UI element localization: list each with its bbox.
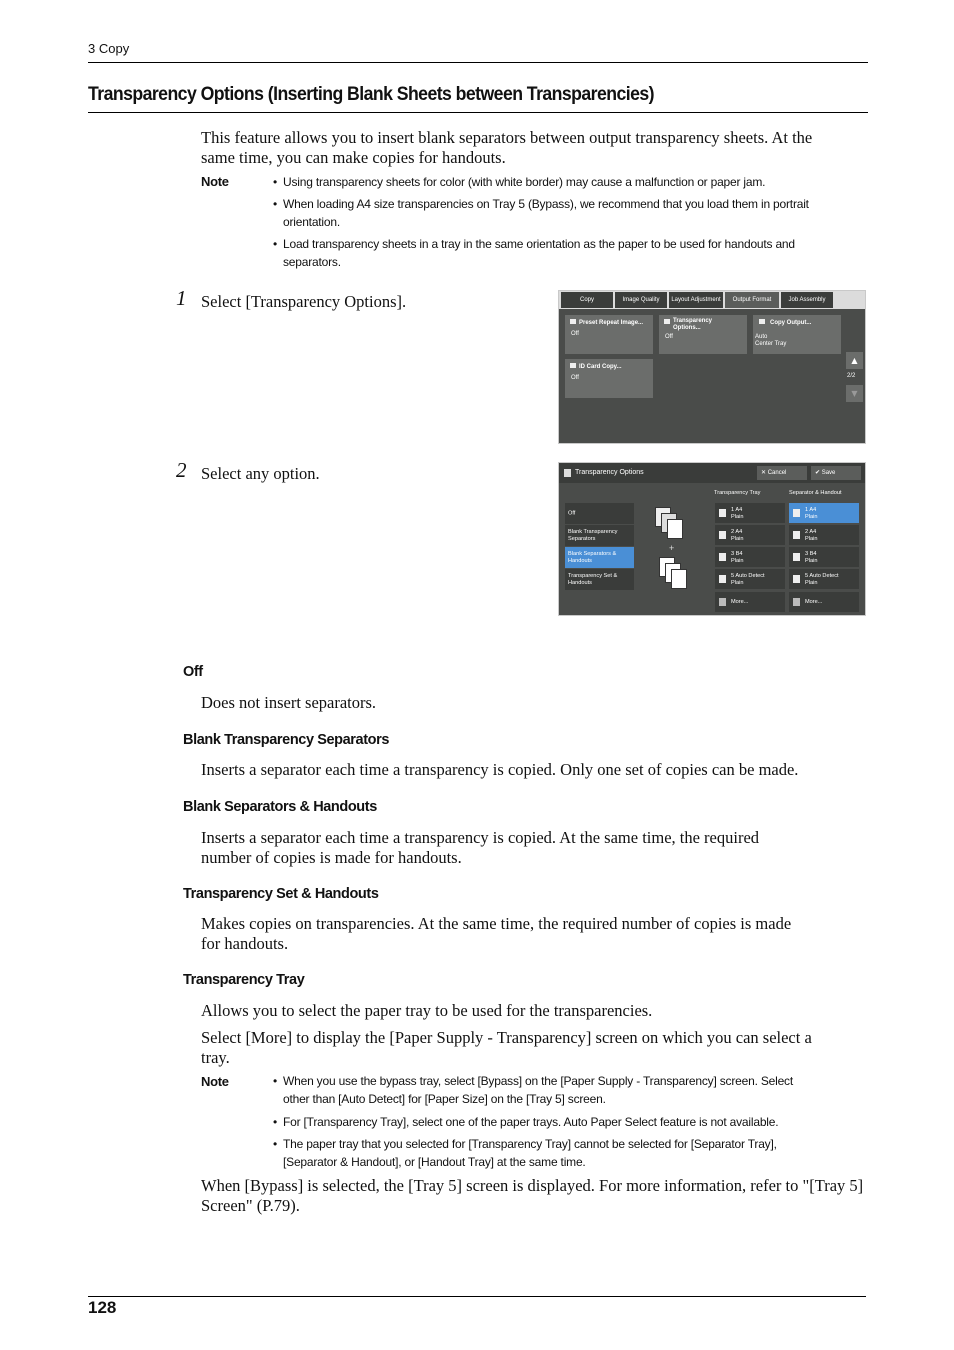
save-label: Save — [821, 470, 836, 476]
note-text: [Separator & Handout], or [Handout Tray] at the same time. — [283, 1155, 586, 1169]
down-arrow-icon: ▼ — [851, 389, 858, 398]
save-button[interactable] — [811, 466, 861, 480]
list-icon — [793, 598, 800, 606]
tray-size: A4 — [735, 507, 743, 513]
bullet-icon: • — [273, 237, 278, 251]
transparency-more-button[interactable] — [715, 592, 785, 612]
separator-tray-1[interactable] — [789, 503, 859, 523]
chapter-header: 3 Copy — [88, 41, 130, 56]
desc-line: Inserts a separator each time a transparency is copied. At the same time, the required — [201, 828, 760, 847]
option-blank-separators-handouts[interactable] — [565, 547, 634, 568]
heading-transparency-set-handouts: Transparency Set & Handouts — [183, 886, 379, 902]
tab-bar — [559, 291, 865, 309]
option-label: Blank Transparency Separators — [568, 528, 618, 542]
separator-tray-5[interactable] — [789, 569, 859, 589]
separator-more-button[interactable] — [789, 592, 859, 612]
screenshot-transparency-options: Transparency Options ✕ Cancel ✔ Save Off Blank Transparency Separators Blank Separators & Handouts Transparency Set & Handouts + Transparency Tray Separator & Handout 1 A4 Plain 2 A4 Plain 3 B4 Plain 5 Auto Detect Plain More... 1 A4 Plain 2 A4 Plain 3 B4 Plain 5 Auto Detect Plain More... — [558, 462, 866, 616]
tile-value: Off — [571, 331, 579, 337]
tab-job-assembly-label: Job Assembly — [788, 296, 826, 303]
tray-num: 5 — [805, 573, 809, 579]
title-rule — [88, 112, 868, 113]
transparency-icon — [664, 319, 670, 324]
list-icon — [719, 598, 726, 606]
tray-type: Plain — [731, 514, 744, 520]
desc-line: Select [More] to display the [Paper Supply - Transparency] screen on which you can select a — [201, 1028, 812, 1047]
intro-line: same time, you can make copies for handouts. — [201, 147, 506, 167]
more-label: More... — [805, 599, 823, 605]
dialog-title: Transparency Options — [575, 469, 644, 476]
option-transparency-set-handouts[interactable] — [565, 569, 634, 590]
note-label: Note — [201, 1074, 229, 1089]
note-text: Load transparency sheets in a tray in the same orientation as the paper to be used for handouts and — [283, 237, 795, 251]
footer-rule — [88, 1296, 866, 1297]
closing-paragraph — [201, 1176, 863, 1215]
tile-value: Off — [571, 375, 579, 381]
transparency-tray-3[interactable] — [715, 547, 785, 567]
page-number: 128 — [88, 1298, 117, 1317]
desc-blank-transparency-separators — [201, 760, 798, 780]
tile-preset-repeat-image[interactable] — [565, 315, 653, 354]
tile-title: Copy Output... — [770, 320, 812, 326]
tab-layout-adjustment[interactable] — [669, 292, 723, 308]
closing-line: Screen" (P.79). — [201, 1195, 300, 1215]
bullet-icon: • — [273, 1137, 278, 1151]
note-item — [273, 235, 795, 271]
transparency-tray-2[interactable] — [715, 525, 785, 545]
separator-tray-2[interactable] — [789, 525, 859, 545]
tab-job-assembly[interactable] — [781, 292, 833, 308]
tray-type: Plain — [805, 580, 818, 586]
tray-size: A4 — [809, 529, 817, 535]
desc-blank-separators-handouts — [201, 828, 759, 867]
tray-checkbox-icon — [793, 531, 800, 539]
desc-line: Does not insert separators. — [201, 693, 377, 712]
step-text: Select any option. — [201, 464, 320, 483]
tray-size: Auto Detect — [809, 573, 839, 579]
transparency-tray-1[interactable] — [715, 503, 785, 523]
checkmark-icon: ✔ — [815, 470, 821, 476]
heading-transparency-tray: Transparency Tray — [183, 972, 305, 988]
preset-repeat-icon — [570, 319, 576, 324]
option-label: Transparency Set & Handouts — [568, 572, 618, 586]
note-text: When you use the bypass tray, select [Bypass] on the [Paper Supply - Transparency] screen. Select — [283, 1074, 793, 1088]
tile-value: Off — [665, 334, 673, 340]
note-text: The paper tray that you selected for [Transparency Tray] cannot be selected for [Separator Tray], — [283, 1137, 777, 1151]
note-text: For [Transparency Tray], select one of the paper trays. Auto Paper Select feature is not available. — [283, 1115, 779, 1129]
tray-num: 1 — [731, 507, 735, 513]
tile-value: Auto — [755, 334, 768, 340]
up-arrow-icon: ▲ — [851, 356, 858, 365]
option-blank-transparency-separators[interactable] — [565, 525, 634, 546]
tray-checkbox-icon — [793, 575, 800, 583]
intro-paragraph — [201, 128, 812, 167]
more-label: More... — [731, 599, 749, 605]
cancel-label: Cancel — [767, 470, 787, 476]
desc-line: Makes copies on transparencies. At the same time, the required number of copies is made — [201, 914, 792, 933]
tab-output-format[interactable] — [725, 292, 779, 308]
heading-blank-transparency-separators: Blank Transparency Separators — [183, 732, 389, 748]
option-label: Blank Separators & Handouts — [568, 550, 617, 564]
tab-image-quality-label: Image Quality — [622, 296, 660, 303]
tray-checkbox-icon — [719, 575, 726, 583]
desc-transparency-set-handouts — [201, 914, 791, 953]
tray-num: 2 — [731, 529, 735, 535]
heading-off: Off — [183, 664, 203, 680]
id-card-icon — [570, 363, 576, 368]
tray-checkbox-icon — [719, 531, 726, 539]
tab-output-format-label: Output Format — [732, 296, 772, 303]
note-text: Using transparency sheets for color (with white border) may cause a malfunction or paper jam. — [283, 175, 766, 189]
tile-value-2: Center Tray — [755, 341, 787, 347]
tray-num: 3 — [731, 551, 735, 557]
tab-copy[interactable] — [561, 292, 613, 308]
tray-size: Auto Detect — [735, 573, 765, 579]
note-item — [273, 1113, 779, 1131]
tab-layout-adjustment-label: Layout Adjustment — [671, 296, 721, 303]
transparency-icon — [564, 469, 571, 477]
desc-line: number of copies is made for handouts. — [201, 847, 462, 867]
desc-off — [201, 693, 376, 713]
tray-checkbox-icon — [793, 553, 800, 561]
bullet-icon: • — [273, 175, 278, 189]
tray-size: A4 — [735, 529, 743, 535]
note-text: separators. — [283, 255, 341, 269]
note-item — [273, 195, 809, 231]
scroll-up-button[interactable] — [846, 352, 863, 369]
option-label: Off — [568, 510, 576, 516]
tray-num: 2 — [805, 529, 809, 535]
step-number: 2 — [176, 458, 187, 482]
desc-line: Allows you to select the paper tray to be used for the transparencies. — [201, 1001, 653, 1020]
tray-size: B4 — [809, 551, 817, 557]
transparency-tray-5[interactable] — [715, 569, 785, 589]
tray-num: 5 — [731, 573, 735, 579]
bullet-icon: • — [273, 1115, 278, 1129]
closing-line: When [Bypass] is selected, the [Tray 5] screen is displayed. For more information, refer to "[Tray 5] — [201, 1176, 864, 1195]
tray-checkbox-icon — [719, 553, 726, 561]
tab-copy-label: Copy — [579, 296, 594, 303]
tray-type: Plain — [805, 558, 818, 564]
transparency-tray-label: Transparency Tray — [714, 490, 761, 496]
step-number: 1 — [176, 286, 187, 310]
tile-title: ID Card Copy... — [579, 364, 622, 370]
step-text: Select [Transparency Options]. — [201, 292, 407, 311]
cancel-button[interactable] — [757, 466, 807, 480]
tab-image-quality[interactable] — [615, 292, 667, 308]
tray-type: Plain — [731, 558, 744, 564]
tile-copy-output[interactable] — [753, 315, 841, 354]
tray-size: A4 — [809, 507, 817, 513]
note-text: other than [Auto Detect] for [Paper Size] on the [Tray 5] screen. — [283, 1092, 606, 1106]
tray-num: 3 — [805, 551, 809, 557]
tray-checkbox-icon — [719, 509, 726, 517]
heading-blank-separators-handouts: Blank Separators & Handouts — [183, 799, 377, 815]
tile-title: Transparency Options... — [673, 318, 713, 331]
desc-line: for handouts. — [201, 933, 289, 953]
bullet-icon: • — [273, 1074, 278, 1088]
scroll-down-button[interactable] — [846, 385, 863, 402]
desc-transparency-tray-more — [201, 1028, 812, 1067]
tray-size: B4 — [735, 551, 743, 557]
copy-output-icon — [759, 319, 765, 324]
tile-id-card-copy[interactable] — [565, 359, 653, 398]
close-icon: ✕ — [761, 470, 767, 476]
separator-handout-label: Separator & Handout — [789, 490, 842, 496]
note-item — [273, 1072, 793, 1108]
separator-tray-3[interactable] — [789, 547, 859, 567]
option-off[interactable] — [565, 503, 634, 524]
screenshot-copy-screen — [558, 290, 866, 444]
tray-type: Plain — [805, 514, 818, 520]
desc-transparency-tray — [201, 1001, 652, 1021]
tile-title: Preset Repeat Image... — [579, 320, 644, 326]
tile-transparency-options[interactable] — [659, 315, 747, 354]
tray-num: 1 — [805, 507, 809, 513]
page-indicator: 2/2 — [847, 373, 856, 379]
tray-type: Plain — [731, 580, 744, 586]
tray-checkbox-icon — [793, 509, 800, 517]
note-item — [273, 173, 766, 191]
desc-line: Inserts a separator each time a transparency is copied. Only one set of copies can be made. — [201, 760, 799, 779]
bullet-icon: • — [273, 197, 278, 211]
section-title: Transparency Options (Inserting Blank Sheets between Transparencies) — [88, 84, 654, 105]
tray-type: Plain — [805, 536, 818, 542]
note-item — [273, 1135, 777, 1171]
note-label: Note — [201, 174, 229, 189]
note-text: orientation. — [283, 215, 340, 229]
intro-line: This feature allows you to insert blank separators between output transparency sheets. At the — [201, 128, 813, 147]
tray-type: Plain — [731, 536, 744, 542]
header-rule — [88, 62, 868, 63]
note-text: When loading A4 size transparencies on Tray 5 (Bypass), we recommend that you load them in portrait — [283, 197, 809, 211]
desc-line: tray. — [201, 1047, 230, 1067]
